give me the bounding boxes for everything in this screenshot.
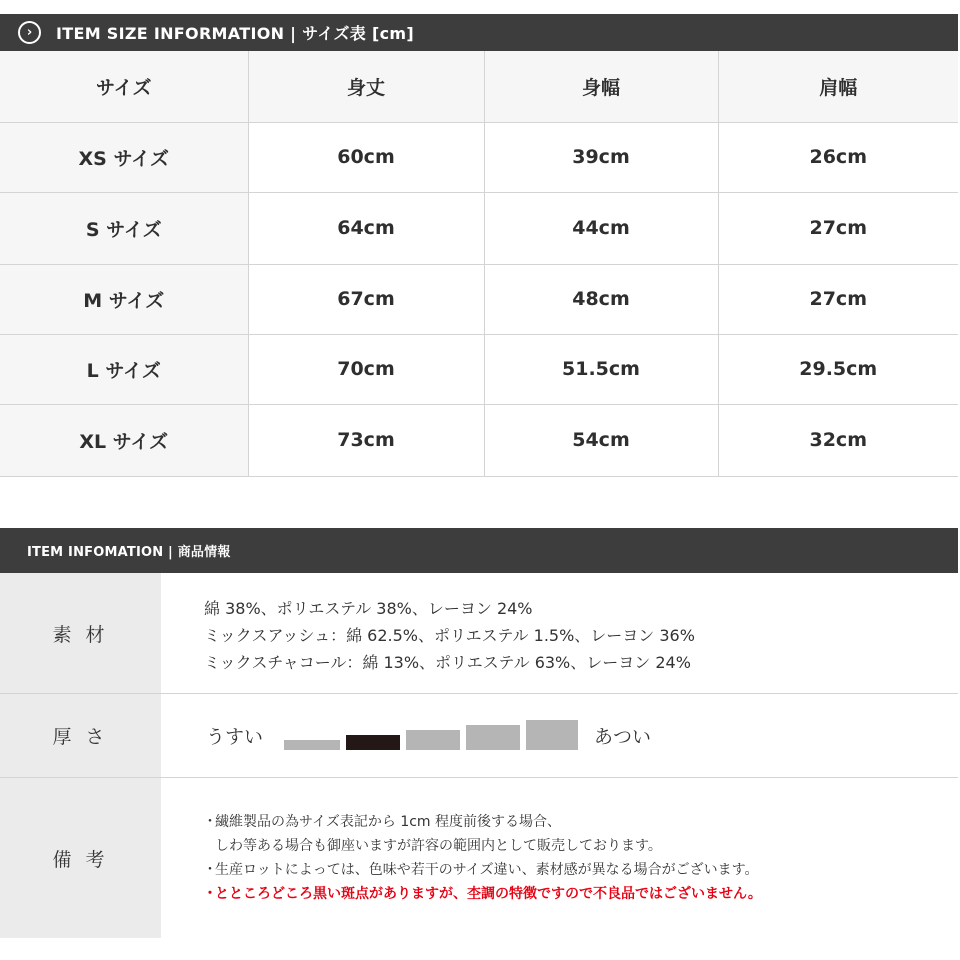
size-table-header: [0, 14, 958, 51]
shoulder-cell: 32cm: [718, 404, 958, 476]
material-line: 綿 38%、ポリエステル 38%、レーヨン 24%: [204, 599, 533, 618]
notes-label: 備 考: [0, 778, 161, 938]
table-row: [0, 404, 958, 476]
shoulder-cell: 27cm: [718, 192, 958, 264]
material-lines: [204, 595, 695, 676]
column-header-length: 身丈: [248, 51, 484, 122]
material-label: 素 材: [0, 573, 161, 693]
table-row: [0, 122, 958, 192]
column-header-shoulder: 肩幅: [718, 51, 958, 122]
width-cell: 54cm: [484, 404, 718, 476]
thickness-label: 厚 さ: [0, 694, 161, 777]
thickness-step: [406, 730, 460, 750]
size-table: [0, 51, 958, 477]
note-text: 繊維製品の為サイズ表記から 1cm 程度前後する場合、: [215, 814, 562, 830]
bullet: ・: [203, 886, 217, 902]
material-row: [0, 573, 958, 694]
item-info-title: ITEM INFOMATION | 商品情報: [27, 545, 231, 560]
width-cell: 44cm: [484, 192, 718, 264]
thin-label: うすい: [206, 726, 264, 748]
column-header-size: サイズ: [0, 51, 248, 122]
length-cell: 67cm: [248, 264, 484, 334]
thickness-step: [466, 725, 520, 750]
size-table-header-row: [0, 51, 958, 122]
notes-content: [161, 778, 958, 938]
note-item: [203, 834, 762, 858]
thick-label: あつい: [594, 726, 652, 748]
thickness-row: [0, 694, 958, 778]
table-row: [0, 264, 958, 334]
size-label: XL サイズ: [0, 404, 248, 476]
item-info-header: [0, 528, 958, 573]
shoulder-cell: 29.5cm: [718, 334, 958, 404]
bullet: ・: [203, 862, 217, 878]
column-header-width: 身幅: [484, 51, 718, 122]
length-cell: 64cm: [248, 192, 484, 264]
note-text: 生産ロットによっては、色味や若干のサイズ違い、素材感が異なる場合がございます。: [215, 862, 759, 878]
size-label: M サイズ: [0, 264, 248, 334]
shoulder-cell: 27cm: [718, 264, 958, 334]
notes-list: [203, 810, 762, 906]
material-content: [161, 573, 958, 693]
chevron-right-circle-icon: ›: [18, 21, 41, 44]
material-line: ミックスアッシュ：綿 62.5%、ポリエステル 1.5%、レーヨン 36%: [204, 626, 695, 645]
note-warning: [203, 882, 762, 906]
length-cell: 70cm: [248, 334, 484, 404]
material-line: ミックスチャコール：綿 13%、ポリエステル 63%、レーヨン 24%: [204, 653, 691, 672]
size-label: L サイズ: [0, 334, 248, 404]
thickness-step: [346, 735, 400, 750]
note-text: しわ等ある場合も御座いますが許容の範囲内として販売しております。: [215, 838, 662, 854]
thickness-step: [284, 740, 340, 750]
size-label: XS サイズ: [0, 122, 248, 192]
width-cell: 51.5cm: [484, 334, 718, 404]
notes-row: [0, 778, 958, 938]
width-cell: 48cm: [484, 264, 718, 334]
size-label: S サイズ: [0, 192, 248, 264]
table-row: [0, 334, 958, 404]
length-cell: 73cm: [248, 404, 484, 476]
width-cell: 39cm: [484, 122, 718, 192]
length-cell: 60cm: [248, 122, 484, 192]
thickness-step: [526, 720, 578, 750]
thickness-content: [161, 694, 958, 777]
size-table-title: ITEM SIZE INFORMATION | サイズ表 [cm]: [56, 24, 414, 43]
note-item: [203, 858, 762, 882]
note-item: [203, 810, 762, 834]
bullet: ・: [203, 814, 217, 830]
note-text: とところどころ黒い斑点がありますが、杢調の特徴ですので不良品ではございません。: [215, 886, 762, 902]
thickness-scale: [206, 716, 686, 754]
shoulder-cell: 26cm: [718, 122, 958, 192]
table-row: [0, 192, 958, 264]
